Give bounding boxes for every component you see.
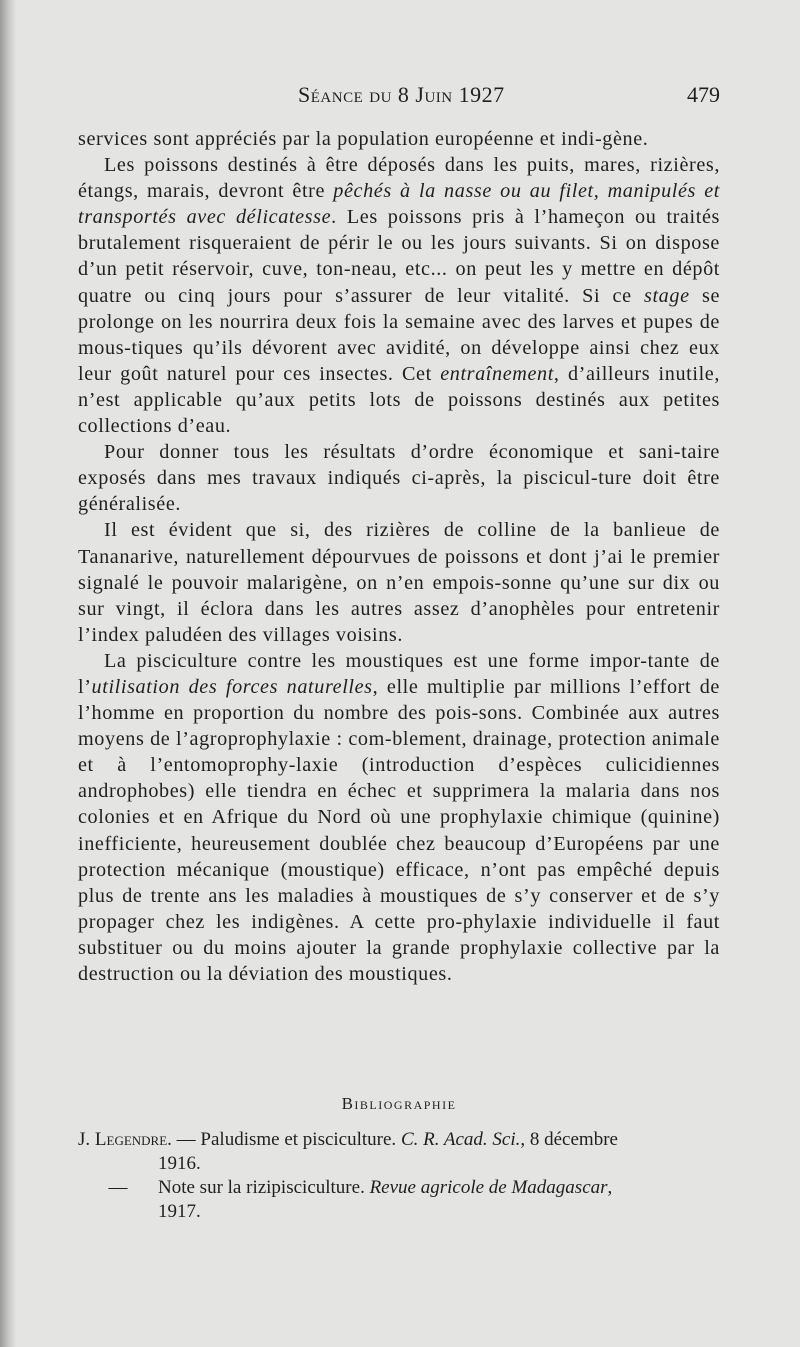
paragraph-5: La pisciculture contre les moustiques est une forme impor-tante de l’utilisation des forces naturelles, elle multiplie par millions l’effort de l’homme en proportion du nombre des pois-sons. Combinée aux autres moyens de l’agroprophylaxie : com-blement, drainage, protection animale et à l’entomoprophy-laxie (introduction d’espèces culicidiennes androphobes) elle tiendra en échec et supprimera la malaria dans nos colonies et en Afrique du Nord où une prophylaxie chimique (quinine) inefficiente, heureusement doublée chez beaucoup d’Européens par une protection mécanique (moustique) efficace, n’ont pas empêché depuis plus de trente ans les maladies à moustiques de s’y conserver et de s’y propager chez les indigènes. A cette pro-phylaxie individuelle il faut substituer ou du moins ajouter la grande prophylaxie collective par la destruction ou la déviation des moustiques. [78,649,720,985]
bibliography-year: 1917. [158,1201,201,1222]
emphasis: utilisation des forces naturelles [91,675,373,698]
bibliography-entry: J. Legendre. — Paludisme et pisciculture. C. R. Acad. Sci., 8 décembre [78,1129,618,1150]
paragraph-1: services sont appréciés par la population européenne et indi-gène. [78,128,649,150]
bibliography-heading: Bibliographie [341,1094,457,1113]
page-edge [0,0,16,1347]
emphasis: stage [644,284,690,307]
paragraph-3: Pour donner tous les résultats d’ordre économique et sani-taire exposés dans mes travaux indiqués ci-après, la piscicul-ture doit être généralisée. [78,441,720,516]
body-text [78,126,720,987]
emphasis: pêchés à la nasse ou au filet, manipulés et transportés avec délicatesse [78,180,720,229]
page-header [78,82,720,112]
page-number: 479 [687,82,720,107]
bibliography-entry: — Note sur la rizipisciculture. Revue agricole de Madagascar, [108,1177,613,1198]
paragraph-4: Il est évident que si, des rizières de colline de la banlieue de Tananarive, naturellement dépourvues de poissons et dont j’ai le premier signalé le pouvoir malarigène, on n’en empois-sonne qu’une sur dix ou sur vingt, il éclora dans les autres assez d’anophèles pour entretenir l’index paludéen des villages voisins. [78,519,720,646]
author-name: Legendre [94,1129,168,1150]
journal-title: Revue agricole de Madagascar [369,1177,608,1198]
paragraph-2: Les poissons destinés à être déposés dans les puits, mares, rizières, étangs, marais, devront être pêchés à la nasse ou au filet, manipulés et transportés avec délicatesse. Les poissons pris à l’hameçon ou traités brutalement risqueraient de périr le ou les jours suivants. Si on dispose d’un petit réservoir, cuve, ton-neau, etc... on peut les y mettre en dépôt quatre ou cinq jours pour s’assurer de leur vitalité. Si ce stage se prolonge on les nourrira deux fois la semaine avec des larves et pupes de mous-tiques qu’ils dévorent avec avidité, on développe ainsi chez eux leur goût naturel pour ces insectes. Cet entraînement, d’ailleurs inutile, n’est applicable qu’aux petits lots de poissons destinés aux petites collections d’eau. [78,154,721,438]
emphasis: entraînement [440,362,554,385]
bibliography-list [78,1128,720,1224]
journal-title: C. R. Acad. Sci. [400,1129,521,1150]
running-head: Séance du 8 Juin 1927 [298,82,505,107]
bibliography-year: 1916. [158,1153,201,1174]
